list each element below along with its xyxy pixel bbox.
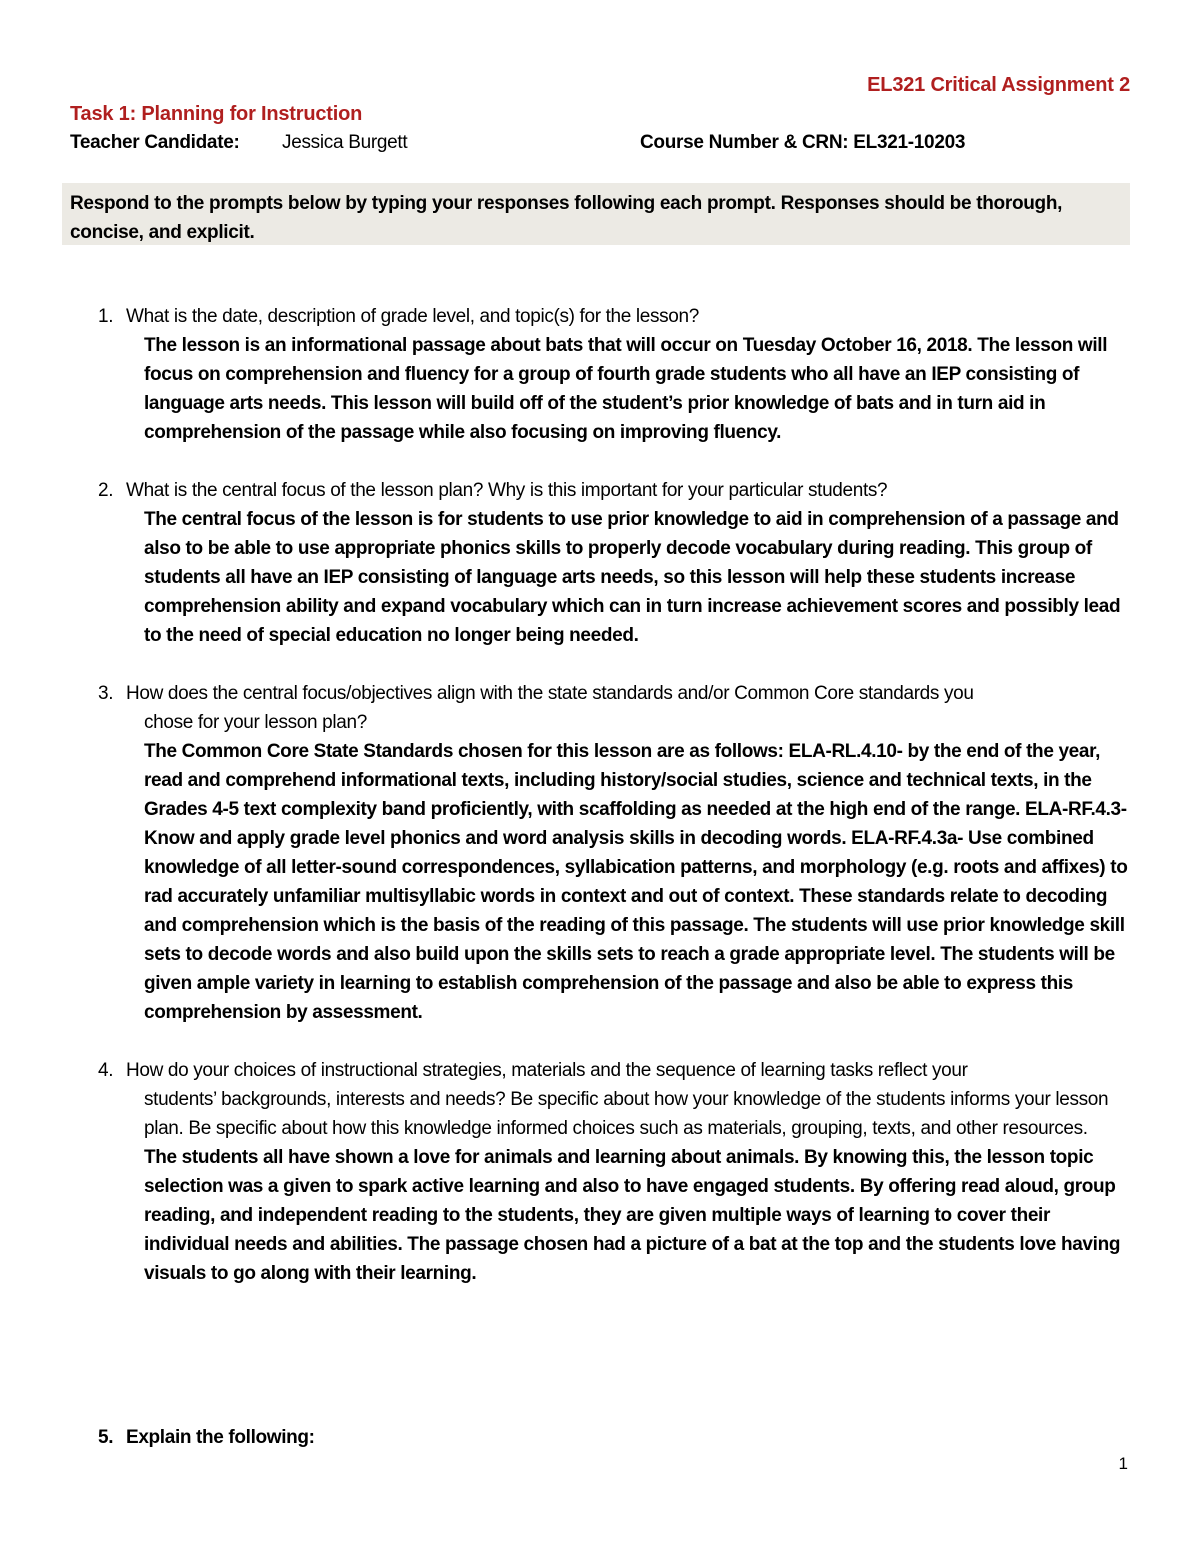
candidate-info-row [70,132,1130,154]
teacher-candidate-label: Teacher Candidate: [70,132,240,153]
assignment-title: EL321 Critical Assignment 2 [867,74,1130,96]
question-answer: The students all have shown a love for animals and learning about animals. By knowing this, the lesson topic selection was a given to spark active learning and also to have engaged students. By offering read aloud, group reading, and independent reading to the students, they are given multiple ways of learning to cover their individual needs and abilities. The passage chosen had a picture of a bat at the top and the students love having visuals to go along with their learning. [144,1147,1121,1284]
question-prompt: What is the central focus of the lesson plan? Why is this important for your particular students? [126,480,888,501]
question-prompt-line-1: How do your choices of instructional strategies, materials and the sequence of learning tasks reflect your [126,1060,968,1081]
question-number: 2. [98,480,114,501]
instructions-text: Respond to the prompts below by typing your responses following each prompt. Responses should be thorough, concise, and explicit. [70,193,1063,243]
question-prompt: What is the date, description of grade level, and topic(s) for the lesson? [126,306,699,327]
question-prompt-continued: students’ backgrounds, interests and needs? Be specific about how your knowledge of the students informs your lesson plan. Be specific about how this knowledge informed choices such as materials, grouping, texts, and other resources. [144,1089,1109,1139]
question-4 [98,1056,1133,1288]
teacher-candidate-name: Jessica Burgett [282,132,408,153]
course-number-crn: Course Number & CRN: EL321-10203 [640,132,966,153]
question-1 [98,302,1133,447]
question-prompt-line-1: How does the central focus/objectives align with the state standards and/or Common Core standards you [126,683,974,704]
page-number: 1 [1118,1454,1128,1473]
question-3 [98,679,1133,1027]
question-number: 5. [98,1427,114,1448]
question-list [98,302,1133,1288]
instructions-box [62,183,1130,245]
question-number: 1. [98,306,114,327]
question-prompt: Explain the following: [126,1427,315,1448]
task-title: Task 1: Planning for Instruction [70,103,363,125]
question-prompt-line-2: chose for your lesson plan? [144,712,367,733]
question-number: 4. [98,1060,114,1081]
question-answer: The central focus of the lesson is for students to use prior knowledge to aid in comprehension of a passage and also to be able to use appropriate phonics skills to properly decode vocabulary during reading. This group of students all have an IEP consisting of language arts needs, so this lesson will help these students increase comprehension ability and expand vocabulary which can in turn increase achievement scores and possibly lead to the need of special education no longer being needed. [144,509,1121,646]
question-number: 3. [98,683,114,704]
question-2 [98,476,1133,650]
question-answer: The Common Core State Standards chosen for this lesson are as follows: ELA-RL.4.10- by the end of the year, read and comprehend informational texts, including history/social studies, science and technical texts, in the Grades 4-5 text complexity band proficiently, with scaffolding as needed at the high end of the range. ELA-RF.4.3- Know and apply grade level phonics and word analysis skills in decoding words. ELA-RF.4.3a- Use combined knowledge of all letter-sound correspondences, syllabication patterns, and morphology (e.g. roots and affixes) to rad accurately unfamiliar multisyllabic words in context and out of context. These standards relate to decoding and comprehension which is the basis of the reading of this passage. The students will use prior knowledge skill sets to decode words and also build upon the skills sets to reach a grade appropriate level. The students will be given ample variety in learning to establish comprehension of the passage and also be able to express this comprehension by assessment. [144,741,1128,1023]
question-answer: The lesson is an informational passage about bats that will occur on Tuesday October 16, 2018. The lesson will focus on comprehension and fluency for a group of fourth grade students who all have an IEP consisting of language arts needs. This lesson will build off of the student’s prior knowledge of bats and in turn aid in comprehension of the passage while also focusing on improving fluency. [144,335,1108,443]
question-5 [98,1423,1133,1452]
